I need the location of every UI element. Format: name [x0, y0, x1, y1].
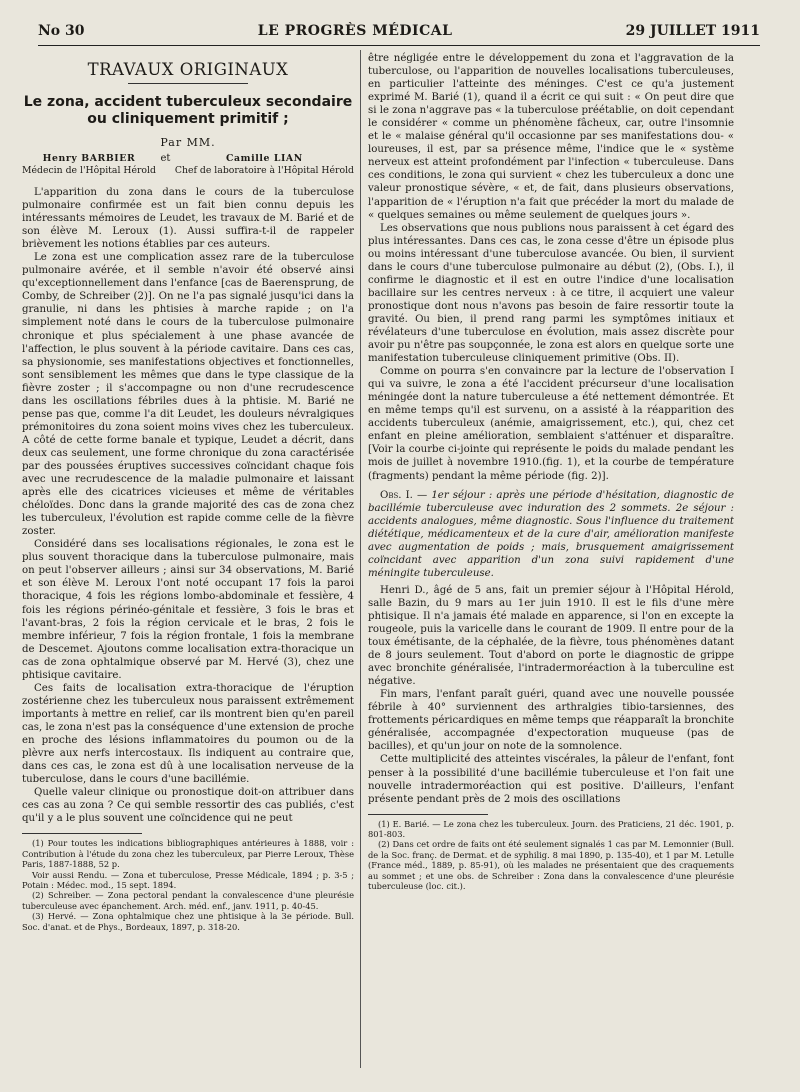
left-footnote-4: (3) Hervé. — Zona ophtalmique chez une phtisique à la 3e période. Bull. Soc. d'anat. et de Phys., Bordeaux, 1897, p. 318-20. — [22, 911, 354, 932]
right-paragraph-5: Fin mars, l'enfant paraît guéri, quand avec une nouvelle poussée fébrile à 40° surviennent des arthralgies tibio-tarsiennes, des frottements péricardiques en même temps que réapparaît la bronchite généralisée, accompagnée d'expectoration muqueuse (pas de bacilles), et qu'un jour on note de la somnolence. — [368, 689, 734, 753]
left-footnote-3: (2) Schreiber. — Zona pectoral pendant la convalescence d'une pleurésie tuberculeuse avec épanchement. Arch. méd. enf., janv. 1911, p. 40-45. — [22, 890, 354, 911]
left-footnote-1: (1) Pour toutes les indications bibliographiques antérieures à 1888, voir : Contribution à l'étude du zona chez les tuberculeux, par Pierre Leroux, Thèse Paris, 1887-1888, 52 p. — [22, 838, 354, 870]
author-2 — [175, 153, 354, 177]
left-paragraph-5: Quelle valeur clinique ou pronostique doit-on attribuer dans ces cas au zona ? Ce qui semble ressortir des cas publiés, c'est qu'il y a le plus souvent une coïncidence qui ne peut — [22, 787, 354, 825]
left-paragraph-4: Ces faits de localisation extra-thoracique de l'éruption zostérienne chez les tuberculeux nous paraissent extrêmement importants à mettre en relief, car ils montrent bien qu'en pareil cas, le zona n'est pas la conséquence d'une extension de proche en proche des lésions inflammatoires du poumon ou de la plèvre aux nerfs intercostaux. Ils indiquent au contraire que, dans ces cas, le zona est dû à une localisation nerveuse de la tuberculose, dans le cours d'une bacillémie. — [22, 682, 354, 786]
left-column — [22, 52, 354, 932]
running-head — [38, 20, 760, 42]
right-paragraph-2: Les observations que nous publions nous paraissent à cet égard des plus intéressantes. Dans ces cas, le zona cesse d'être un épisode plus ou moins intéressant d'une tuberculose avancée. Ou bien, il survient dans le cours d'une tuberculose pulmonaire au début (2), (Obs. I.), il confirme le diagnostic et il est en outre l'indice d'une localisation bacillaire sur les centres nerveux : à ce titre, il acquiert une valeur pronostique dont nous n'avons pas besoin de faire ressortir toute la gravité. Ou bien, il prend rang parmi les symptômes initiaux et révélateurs d'une tuberculose en évolution, mais assez discrète pour avoir pu n'être pas soupçonnée, le zona est alors en quelque sorte une manifestation tuberculeuse cliniquement primitive (Obs. II). — [368, 222, 734, 365]
issue-number: No 30 — [38, 23, 85, 39]
author-2-name: Camille LIAN — [226, 153, 303, 164]
left-paragraph-2: Le zona est une complication assez rare de la tuberculose pulmonaire avérée, et il semble n'avoir été observé ainsi qu'exceptionnellement dans l'enfance [cas de Baerensprung, de Comby, de Schreiber (2)]. On ne l'a pas signalé jusqu'ici dans la granulie, ni dans les phtisies à marche rapide ; on l'a simplement noté dans le cours de la tuberculose pulmonaire chronique et plus spécialement à une phase avancée de l'affection, le plus souvent à la période cavitaire. Dans ces cas, sa physionomie, ses manifestations objectives et fonctionnelles, sont sensiblement les mêmes que dans le type classique de la fièvre zoster ; il s'accompagne ou non d'une recrudescence dans les oscillations fébriles dues à la phtisie. M. Barié ne pense pas que, comme l'a dit Leudet, les douleurs névralgiques prémonitoires du zona soient moins vives chez les tuberculeux. A côté de cette forme banale et typique, Leudet a décrit, dans deux cas seulement, une forme chronique du zona caractérisée par des poussées éruptives successives coïncidant chaque fois avec une recrudescence de la maladie pulmonaire et laissant après elle des cicatrices vicieuses et même de véritables chéloïdes. Donc dans la grande majorité des cas de zona chez les tuberculeux, l'évolution est rapide comme celle de la fièvre zoster. — [22, 252, 354, 538]
observation-label: Obs. I. — — [380, 489, 428, 501]
author-1 — [22, 153, 156, 177]
article-title-line-2: ou cliniquement primitif ; — [87, 111, 289, 127]
header-rule — [38, 45, 760, 46]
author-conjunction: et — [160, 153, 171, 164]
right-paragraph-6: Cette multiplicité des atteintes viscérales, la pâleur de l'enfant, font penser à la possibilité d'une bacillémie tuberculeuse et l'on fait une nouvelle intradermoréaction qui est positive. D'ailleurs, l'enfant présente pendant près de 2 mois des oscillations — [368, 754, 734, 805]
author-1-name: Henry BARBIER — [42, 153, 136, 164]
right-paragraph-3: Comme on pourra s'en convaincre par la lecture de l'observation I qui va suivre, le zona a été l'accident précurseur d'une localisation méningée dont la nature tuberculeuse a été nettement démontrée. Et en même temps qu'il est survenu, on a assisté à la réapparition des accidents tuberculeux (anémie, amaigrissement, etc.), qui, chez cet enfant en pleine amélioration, semblaient s'atténuer et disparaître. [Voir la courbe ci-jointe qui représente le poids du malade pendant les mois de juillet à novembre 1910.(fig. 1), et la courbe de température (fragments) pendant la même période (fig. 2)]. — [368, 366, 734, 482]
journal-name: LE PROGRÈS MÉDICAL — [257, 23, 453, 39]
author-2-affiliation: Chef de laboratoire à l'Hôpital Hérold — [174, 165, 354, 176]
observation-summary — [368, 489, 734, 580]
section-title-rule — [128, 83, 248, 84]
right-footnote-2: (2) Dans cet ordre de faits ont été seulement signalés 1 cas par M. Lemonnier (Bull. de la Soc. franç. de Dermat. et de syphilig. 8 mai 1890, p. 135-40), et 1 par M. Letulle (France méd., 1889, p. 85-91), où les malades ne présentaient que des craquements au sommet ; et une obs. de Schreiber : Zona dans la convalescence d'une pleurésie tuberculeuse (loc. cit.). — [368, 839, 734, 892]
section-title: TRAVAUX ORIGINAUX — [87, 60, 289, 79]
byline: Par MM. — [160, 136, 216, 149]
article-title-line-1: Le zona, accident tuberculeux secondaire — [23, 94, 353, 110]
authors-block — [22, 153, 354, 177]
right-footnote-rule — [368, 814, 488, 815]
author-1-affiliation: Médecin de l'Hôpital Hérold — [22, 165, 156, 176]
left-footnote-rule — [22, 833, 142, 834]
left-paragraph-3: Considéré dans ses localisations régionales, le zona est le plus souvent thoracique dans la tuberculose pulmonaire, mais on peut l'observer ailleurs ; ainsi sur 34 observations, M. Barié et son élève M. Leroux l'ont noté occupant 17 fois la paroi thoracique, 4 fois les régions lombo-abdominale et fessière, 4 fois les régions périnéo-génitale et fessière, 3 fois le bras et l'avant-bras, 2 fois la région cervicale et le bras, 2 fois le membre inférieur, 7 fois la région frontale, 1 fois la membrane de Descemet. Ajoutons comme localisation extra-thoracique un cas de zona ophtalmique observé par M. Hervé (3), chez une phtisique cavitaire. — [22, 539, 354, 681]
right-column — [368, 52, 734, 892]
article-title — [22, 94, 354, 128]
left-paragraph-1: L'apparition du zona dans le cours de la tuberculose pulmonaire confirmée est un fait bien connu depuis les intéressants mémoires de Leudet, les travaux de M. Barié et de son élève M. Leroux (1). Aussi suffira-t-il de rappeler brièvement les notions établies par ces auteurs. — [22, 187, 354, 251]
observation-text: 1er séjour : après une période d'hésitation, diagnostic de bacillémie tuberculeuse avec induration des 2 sommets. 2e séjour : accidents analogues, même diagnostic. Sous l'influence du traitement diététique, médicamenteux et de la cure d'air, amélioration manifeste avec augmentation de poids ; mais, brusquement amaigrissement coïncidant avec apparition d'un zona suivi rapidement d'une méningite tuberculeuse. — [368, 489, 734, 579]
right-footnote-1: (1) E. Barié. — Le zona chez les tuberculeux. Journ. des Praticiens, 21 déc. 1901, p. 801-803. — [368, 818, 734, 840]
left-footnote-2: Voir aussi Rendu. — Zona et tuberculose, Presse Médicale, 1894 ; p. 3-5 ; Potain : Médec. mod., 15 sept. 1894. — [22, 869, 354, 890]
right-paragraph-1: être négligée entre le développement du zona et l'aggravation de la tuberculose, ou l'apparition de nouvelles localisations tuberculeuses, en particulier l'atteinte des méninges. C'est ce qu'a justement exprimé M. Barié (1), quand il a écrit ce qui suit : « On peut dire que si le zona n'aggrave pas « la tuberculose préétablie, on doit cependant le considérer « comme un phénomène fâcheux, car, outre l'insomnie et le « malaise général qu'il occasionne par ses manifestations dou- « loureuses, il est, par sa présence même, l'indice que le « système nerveux est atteint profondément par l'infection « tuberculeuse. Dans ces conditions, le zona qui survient « chez les tuberculeux a donc une valeur pronostique sévère, « et, de fait, dans plusieurs observations, l'apparition de « l'éruption n'a fait que précéder la mort du malade de « quelques semaines ou même seulement de quelques jours ». — [368, 53, 734, 221]
right-paragraph-4: Henri D., âgé de 5 ans, fait un premier séjour à l'Hôpital Hérold, salle Bazin, du 9 mars au 1er juin 1910. Il est le fils d'une mère phtisique. Il n'a jamais été malade en apparence, si l'on en excepte la rougeole, puis la varicelle dans le courant de 1909. Il entre pour de la toux émétisante, de la céphalée, de la fièvre, tous phénomènes datant de 8 jours seulement. Tout d'abord on porte le diagnostic de grippe avec bronchite généralisée, l'intradermoréaction à la tuberculine est négative. — [368, 584, 734, 688]
issue-date: 29 JUILLET 1911 — [625, 23, 760, 39]
column-divider — [360, 50, 361, 1068]
